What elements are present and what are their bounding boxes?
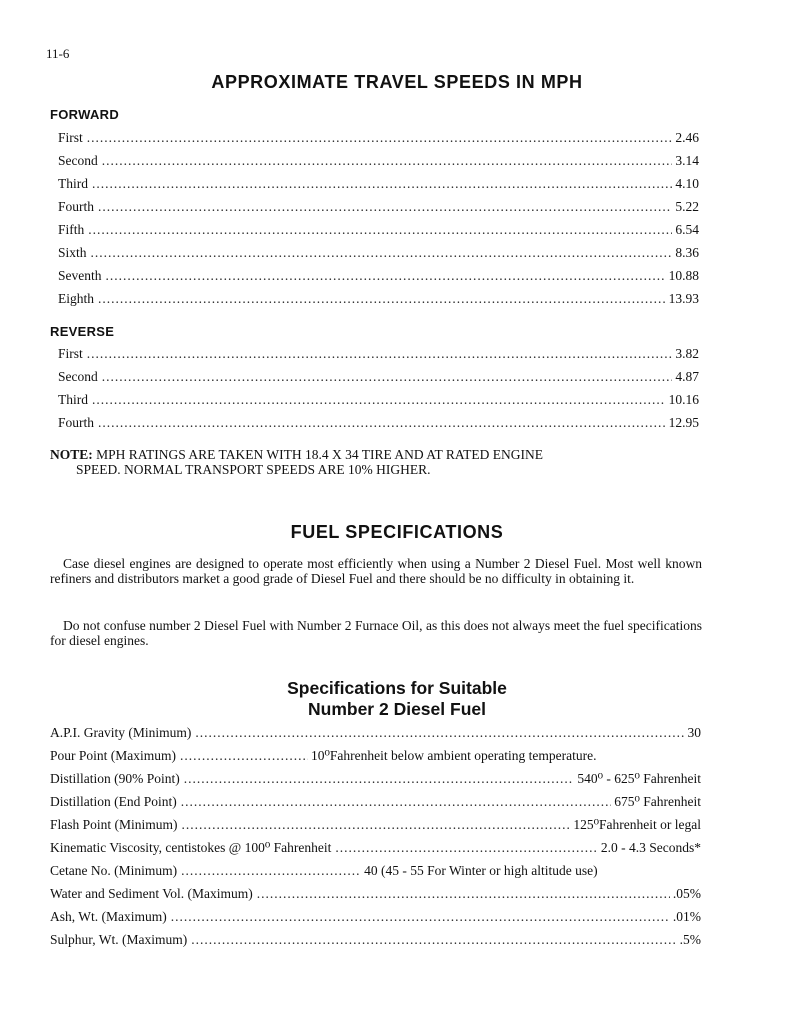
reverse-speed-row: [58, 392, 699, 408]
spec-row: [50, 817, 701, 833]
spec-label: Cetane No. (Minimum): [50, 863, 178, 878]
speed-value: 13.93: [668, 291, 699, 306]
fuel-specifications-title: FUEL SPECIFICATIONS: [290, 522, 504, 542]
reverse-heading: REVERSE: [50, 324, 115, 339]
spec-row: [50, 932, 701, 948]
gear-label: Seventh: [58, 268, 102, 283]
speed-value: 4.10: [675, 176, 699, 191]
spec-value: 125⁰Fahrenheit or legal: [573, 817, 701, 832]
speed-value: 5.22: [675, 199, 699, 214]
page-number: 11-6: [46, 46, 70, 61]
leader-dots: [98, 415, 666, 431]
leader-dots: [102, 153, 673, 169]
reverse-speed-row: [58, 415, 699, 431]
gear-label: Fifth: [58, 222, 85, 237]
leader-dots: [181, 863, 361, 879]
spec-value: 30: [687, 725, 701, 740]
note-line-2: SPEED. NORMAL TRANSPORT SPEEDS ARE 10% HIGHER.: [76, 462, 431, 477]
leader-dots: [257, 886, 670, 902]
leader-dots: [181, 794, 611, 810]
speed-value: 8.36: [675, 245, 699, 260]
leader-dots: [92, 176, 672, 192]
forward-speed-row: [58, 199, 699, 215]
leader-dots: [102, 369, 673, 385]
spec-label: Distillation (90% Point): [50, 771, 180, 786]
spec-value: 10⁰Fahrenheit below ambient operating temperature.: [311, 748, 597, 763]
leader-dots: [191, 932, 676, 948]
spec-label: Pour Point (Maximum): [50, 748, 177, 763]
forward-speed-row: [58, 130, 699, 146]
leader-dots: [171, 909, 670, 925]
gear-label: Fourth: [58, 415, 95, 430]
spec-row: [50, 771, 701, 787]
spec-label: Kinematic Viscosity, centistokes @ 100⁰ Fahrenheit: [50, 840, 332, 855]
forward-heading: FORWARD: [50, 107, 120, 122]
leader-dots: [92, 392, 666, 408]
speed-value: 3.14: [675, 153, 699, 168]
forward-speed-row: [58, 291, 699, 307]
specs-title: [0, 678, 794, 720]
leader-dots: [91, 245, 673, 261]
spec-value: .01%: [672, 909, 701, 924]
note-line-1: MPH RATINGS ARE TAKEN WITH 18.4 X 34 TIRE AND AT RATED ENGINE: [96, 447, 543, 462]
gear-label: Second: [58, 369, 98, 384]
spec-row: [50, 886, 701, 902]
gear-label: Third: [58, 392, 88, 407]
spec-label: Distillation (End Point): [50, 794, 177, 809]
spec-label: A.P.I. Gravity (Minimum): [50, 725, 192, 740]
specs-title-line-2: Number 2 Diesel Fuel: [308, 699, 486, 719]
spec-label: Ash, Wt. (Maximum): [50, 909, 167, 924]
leader-dots: [87, 346, 673, 362]
speed-value: 6.54: [675, 222, 699, 237]
reverse-speed-row: [58, 346, 699, 362]
gear-label: First: [58, 346, 83, 361]
forward-speed-row: [58, 153, 699, 169]
leader-dots: [88, 222, 672, 238]
spec-row: [50, 748, 701, 764]
fuel-intro-paragraph: Case diesel engines are designed to operate most efficiently when using a Number 2 Diesel Fuel. Most well known refiners and distributors market a good grade of Diesel Fuel and there should be no difficulty in obtaining it.: [50, 556, 702, 586]
spec-row: [50, 863, 701, 879]
gear-label: Second: [58, 153, 98, 168]
forward-speed-row: [58, 245, 699, 261]
leader-dots: [106, 268, 666, 284]
leader-dots: [182, 817, 571, 833]
spec-value: 675⁰ Fahrenheit: [614, 794, 701, 809]
spec-value: .5%: [679, 932, 701, 947]
speed-value: 3.82: [675, 346, 699, 361]
speed-value: 12.95: [668, 415, 699, 430]
travel-note: [50, 447, 704, 477]
leader-dots: [180, 748, 308, 764]
leader-dots: [98, 199, 672, 215]
specs-title-line-1: Specifications for Suitable: [287, 678, 507, 698]
spec-label: Flash Point (Minimum): [50, 817, 178, 832]
leader-dots: [98, 291, 666, 307]
reverse-speed-row: [58, 369, 699, 385]
fuel-caution-paragraph: Do not confuse number 2 Diesel Fuel with Number 2 Furnace Oil, as this does not always meet the fuel specifications for diesel engines.: [50, 618, 702, 648]
gear-label: First: [58, 130, 83, 145]
leader-dots: [184, 771, 575, 787]
forward-speed-row: [58, 222, 699, 238]
travel-speeds-title: APPROXIMATE TRAVEL SPEEDS IN MPH: [211, 72, 583, 92]
gear-label: Fourth: [58, 199, 95, 214]
speed-value: 2.46: [675, 130, 699, 145]
leader-dots: [195, 725, 684, 741]
spec-label: Sulphur, Wt. (Maximum): [50, 932, 188, 947]
speed-value: 4.87: [675, 369, 699, 384]
spec-value: 2.0 - 4.3 Seconds*: [600, 840, 701, 855]
spec-row: [50, 840, 701, 856]
gear-label: Third: [58, 176, 88, 191]
gear-label: Sixth: [58, 245, 87, 260]
spec-row: [50, 725, 701, 741]
spec-value: 40 (45 - 55 For Winter or high altitude use): [364, 863, 598, 878]
spec-row: [50, 794, 701, 810]
forward-speed-row: [58, 268, 699, 284]
leader-dots: [335, 840, 598, 856]
spec-label: Water and Sediment Vol. (Maximum): [50, 886, 253, 901]
speed-value: 10.16: [668, 392, 699, 407]
forward-speed-row: [58, 176, 699, 192]
note-label: NOTE:: [50, 447, 93, 462]
spec-value: 540⁰ - 625⁰ Fahrenheit: [577, 771, 701, 786]
speed-value: 10.88: [668, 268, 699, 283]
spec-row: [50, 909, 701, 925]
leader-dots: [87, 130, 673, 146]
gear-label: Eighth: [58, 291, 94, 306]
spec-value: .05%: [672, 886, 701, 901]
